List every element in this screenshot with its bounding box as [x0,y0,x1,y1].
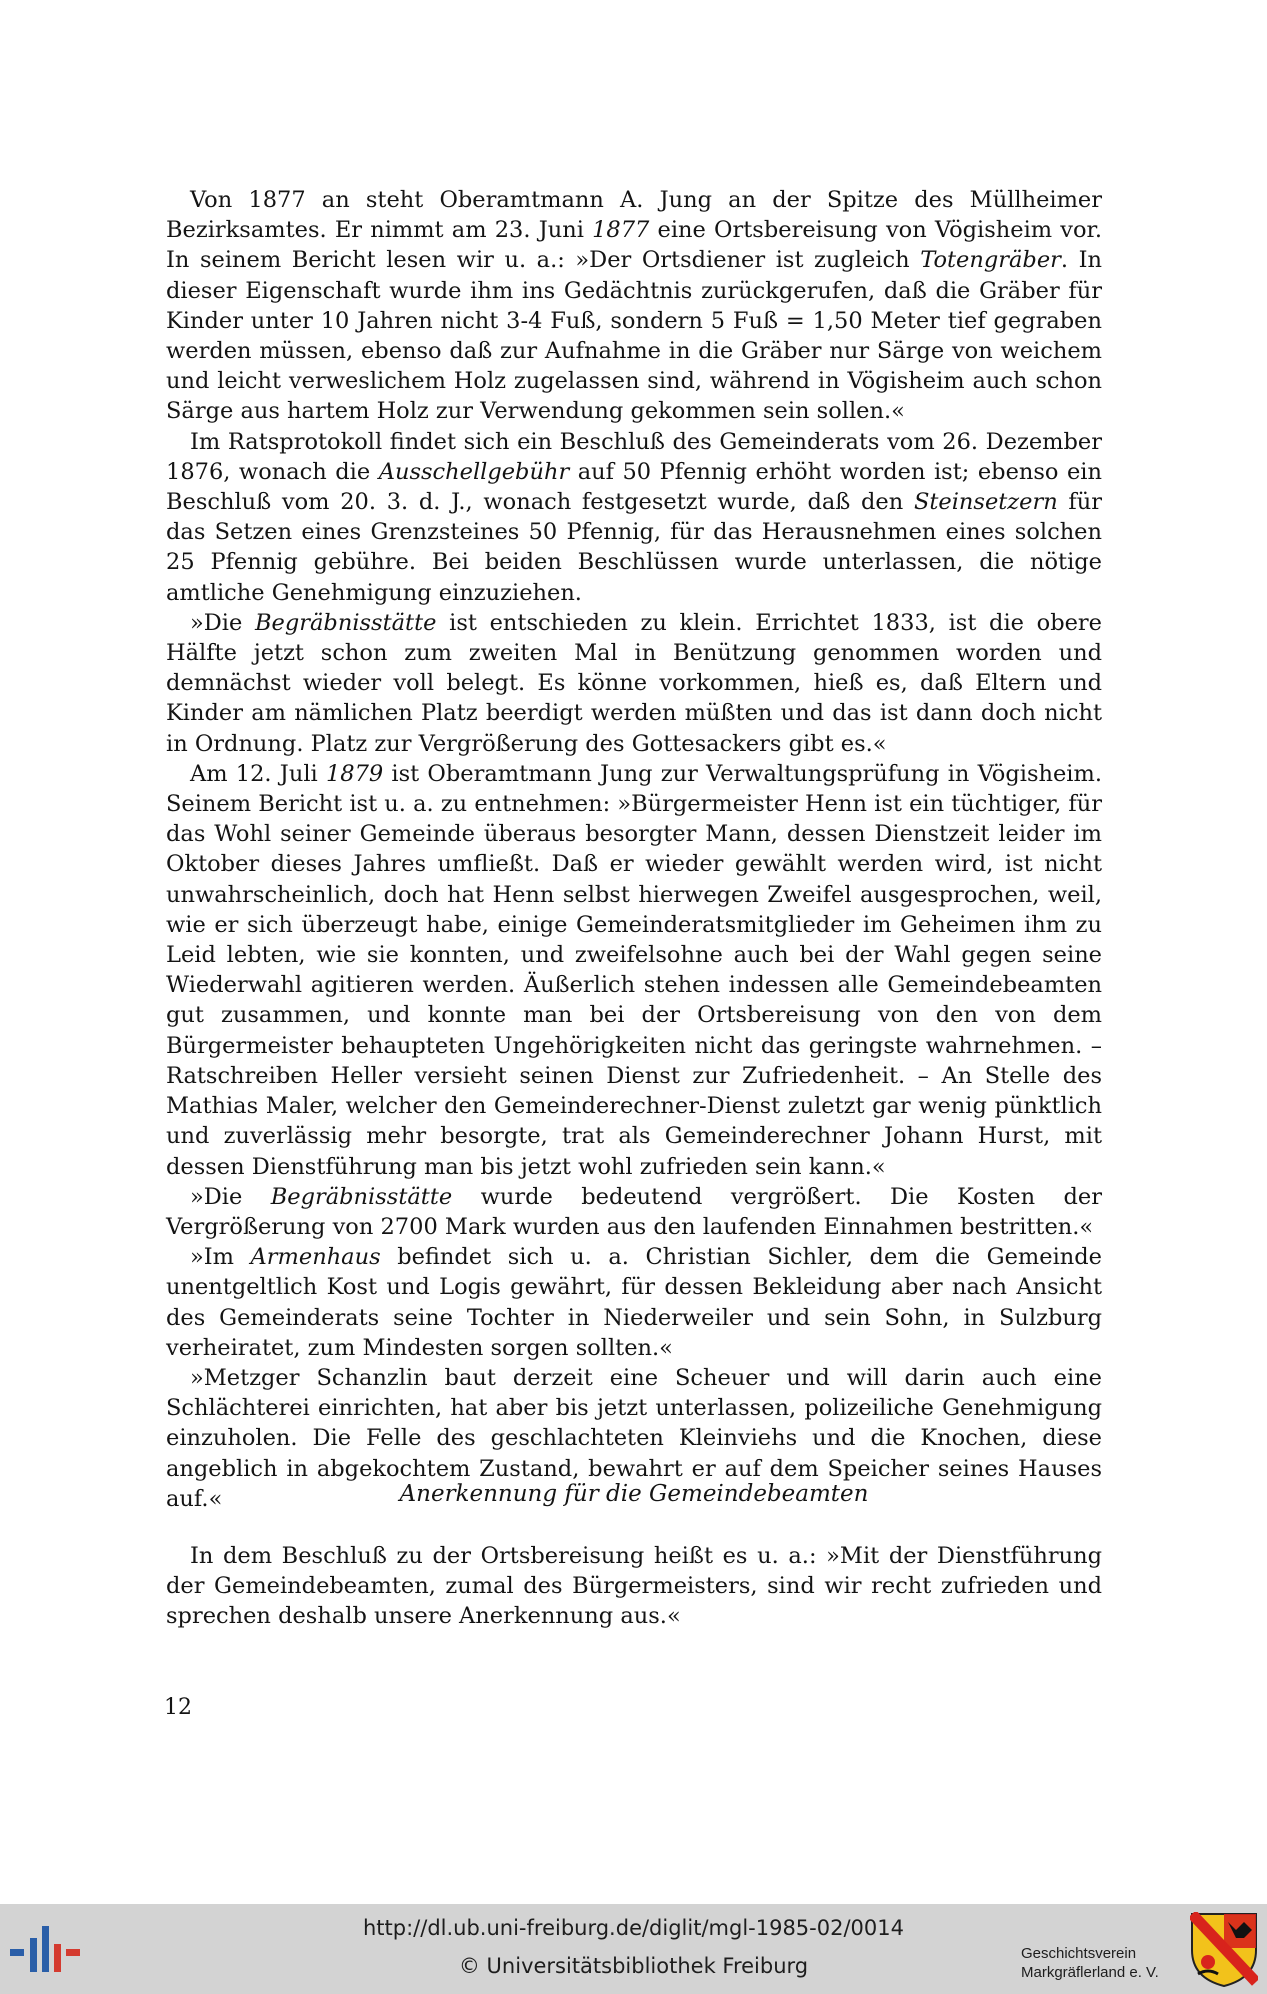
paragraph: In dem Beschluß zu der Ortsbereisung heißt es u. a.: »Mit der Dienstführung der Gemeindebeamten, zumal des Bürgermeisters, sind wir recht zufrieden und sprechen deshalb unsere Anerkennung aus.« [166,1543,1102,1630]
italic-term: Armenhaus [250,1244,381,1271]
paragraph [166,1182,1102,1242]
text-run: . In dieser Eigenschaft wurde ihm ins Gedächtnis zurückgerufen, daß die Gräber für Kinder unter 10 Jahren nicht 3-4 Fuß, sondern 5 Fuß = 1,50 Meter tief gegraben werden müssen, ebenso daß zur Aufnahme in die Gräber nur Särge von weichem und leicht verweslichem Holz zugelassen sind, während in Vögisheim auch schon Särge aus hartem Holz zur Verwendung gekommen sein sollen.« [166,247,1102,425]
text-run: »Die [190,1183,271,1210]
paragraph [166,608,1102,759]
italic-term: Begräbnisstätte [255,609,437,636]
footer-bar [0,1904,1267,1994]
coat-of-arms-icon [1190,1912,1258,1988]
society-name-line1: Geschichtsverein [1021,1945,1137,1962]
italic-term: Ausschellgebühr [378,458,570,485]
italic-term: Begräbnisstätte [270,1183,453,1210]
text-run: ist entschieden zu klein. Errichtet 1833, ist die obere Hälfte jetzt schon zum zweiten Mal in Benützung genommen worden und demnächst wieder voll belegt. Es könne vorkommen, hieß es, daß Eltern und Kinder am nämlichen Platz beerdigt werden müßten und das ist dann doch nicht in Ordnung. Platz zur Vergrößerung des Gottesackers gibt es.« [166,609,1102,757]
paragraph [166,427,1102,608]
italic-term: Totengräber [920,247,1061,274]
closing-text [166,1541,1102,1632]
italic-term: 1877 [592,217,650,244]
paragraph [166,1242,1102,1363]
footer-url-link[interactable]: http://dl.ub.uni-freiburg.de/diglit/mgl-1985-02/0014 [362,1916,904,1940]
page-number: 12 [164,1695,192,1720]
section-heading: Anerkennung für die Gemeindebeamten [399,1481,869,1507]
text-run: Von 1877 an steht Oberamtmann A. Jung an der Spitze des Müllheimer Bezirksamtes. Er nimmt am 23. Juni [166,187,1102,244]
text-run: Am 12. Juli [190,760,326,787]
society-name-line2: Markgräflerland e. V. [1021,1964,1159,1981]
body-text [166,185,1102,1514]
text-run: ist Oberamtmann Jung zur Verwaltungsprüfung in Vögisheim. Seinem Bericht ist u. a. zu entnehmen: »Bürgermeister Henn ist ein tüchtiger, für das Wohl seiner Gemeinde überaus besorgter Mann, dessen Dienstzeit leider im Oktober dieses Jahres umfließt. Daß er wieder gewählt werden wird, ist nicht unwahrscheinlich, doch hat Henn selbst hierwegen Zweifel ausgesprochen, weil, wie er sich überzeugt habe, einige Gemeinderatsmitglieder im Geheimen ihm zu Leid lebten, wie sie konnten, und zweifelsohne auch bei der Wahl gegen seine Wiederwahl agitieren werden. Äußerlich stehen indessen alle Gemeindebeamten gut zusammen, und konnte man bei der Ortsbereisung von den von dem Bürgermeister behaupteten Ungehörigkeiten nicht das geringste wahrnehmen. – Ratschreiben Heller versieht seinen Dienst zur Zufriedenheit. – An Stelle des Mathias Maler, welcher den Gemeinderechner-Dienst zuletzt gar wenig pünktlich und zuverlässig mehr besorgte, trat als Gemeinderechner Johann Hurst, mit dessen Dienstführung man bis jetzt wohl zufrieden sein kann.« [166,760,1102,1180]
text-run: für das Setzen eines Grenzsteines 50 Pfennig, für das Herausnehmen eines solchen 25 Pfennig gebühre. Bei beiden Beschlüssen wurde unterlassen, die nötige amtliche Genehmigung einzuziehen. [166,489,1102,606]
italic-term: 1879 [325,760,384,787]
paragraph [166,185,1102,427]
italic-term: Steinsetzern [913,489,1058,516]
paragraph [166,759,1102,1182]
text-run: wurde bedeutend vergrößert. Die Kosten der Vergrößerung von 2700 Mark wurden aus den laufenden Einnahmen bestritten.« [166,1183,1102,1240]
text-run: eine Ortsbereisung von Vögisheim vor. In seinem Bericht lesen wir u. a.: »Der Ortsdiener ist zugleich [166,217,1102,274]
footer-copyright: © Universitätsbibliothek Freiburg [458,1954,809,1978]
text-run: »Im [190,1244,251,1271]
text-run: befindet sich u. a. Christian Sichler, dem die Gemeinde unentgeltlich Kost und Logis gewährt, für dessen Bekleidung aber nach Ansicht des Gemeinderats seine Tochter in Niederweiler und sein Sohn, in Sulzburg verheiratet, zum Mindesten sorgen sollten.« [166,1244,1102,1361]
society-name [1021,1944,1159,1982]
text-run: auf 50 Pfennig erhöht worden ist; ebenso ein Beschluß vom 20. 3. d. J., wonach festgesetzt wurde, daß den [166,458,1102,516]
text-run: »Die [190,609,255,636]
text-run: Im Ratsprotokoll findet sich ein Beschluß des Gemeinderats vom 26. Dezember 1876, wonach die [166,428,1102,485]
text-run: »Metzger Schanzlin baut derzeit eine Scheuer und will darin auch eine Schlächterei einrichten, hat aber bis jetzt unterlassen, polizeiliche Genehmigung einzuholen. Die Felle des geschlachteten Kleinviehs und die Knochen, diese angeblich in abgekochtem Zustand, bewahrt er auf dem Speicher seines Hauses auf.« [166,1364,1102,1512]
